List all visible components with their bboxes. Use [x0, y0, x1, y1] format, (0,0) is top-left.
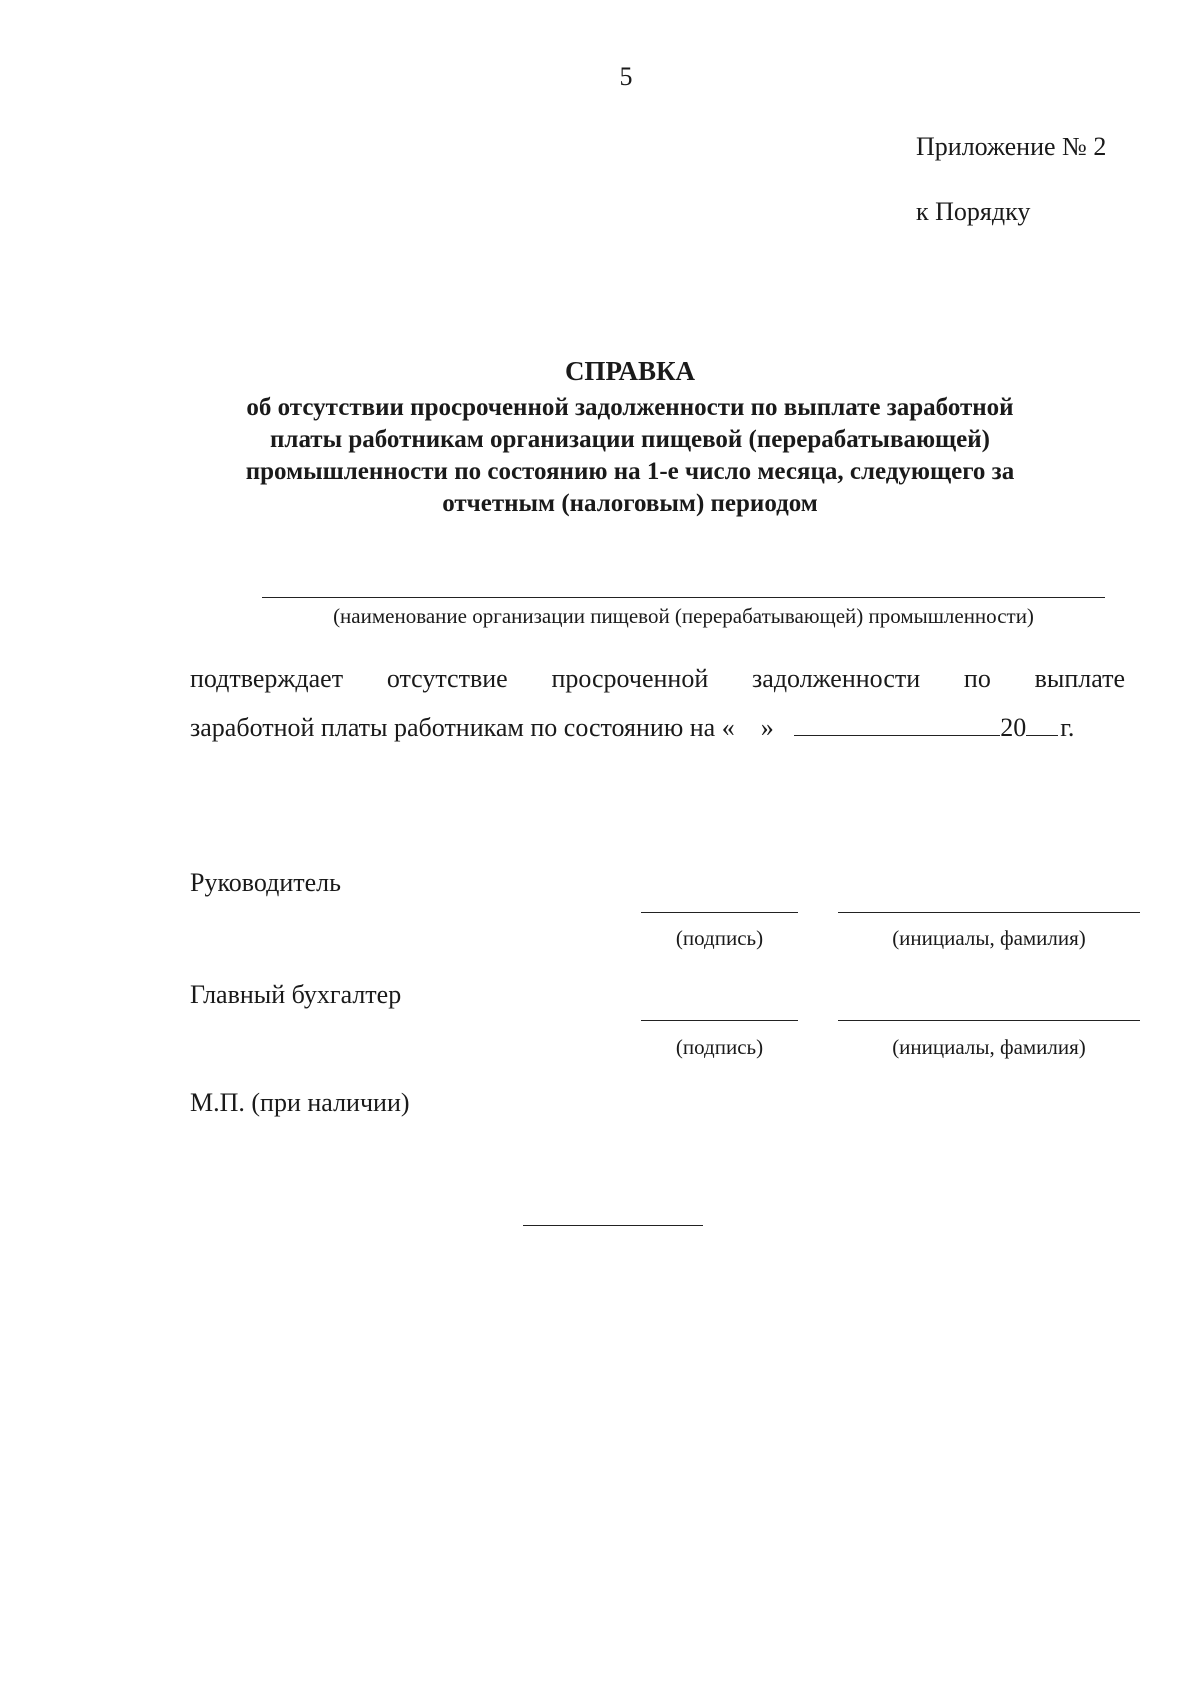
director-label: Руководитель	[190, 868, 341, 897]
body-text: заработной платы работникам по состоянию на «	[190, 713, 735, 742]
document-title: СПРАВКА	[564, 356, 696, 386]
organization-name-caption: (наименование организации пищевой (перерабатывающей) промышленности)	[333, 604, 1034, 628]
organization-name-field[interactable]	[262, 597, 1105, 598]
name-caption: (инициалы, фамилия)	[892, 926, 1086, 950]
body-word: задолженности	[752, 664, 921, 693]
subtitle-line: промышленности по состоянию на 1-е число месяца, следующего за	[245, 458, 1015, 485]
body-word: выплате	[1034, 664, 1125, 693]
end-divider	[523, 1225, 703, 1226]
director-signature-field[interactable]	[641, 912, 798, 913]
quote-close: »	[760, 713, 774, 742]
chief-accountant-label: Главный бухгалтер	[190, 980, 402, 1009]
subtitle-line: платы работникам организации пищевой (перерабатывающей)	[270, 426, 990, 453]
accountant-name-field[interactable]	[838, 1020, 1140, 1021]
appendix-reference: к Порядку	[916, 197, 1031, 226]
subtitle-line: об отсутствии просроченной задолженности по выплате заработной	[246, 394, 1014, 421]
body-word: подтверждает	[190, 664, 344, 693]
stamp-label: М.П. (при наличии)	[190, 1088, 410, 1117]
confirmation-text-line-2	[190, 713, 1074, 743]
year-field[interactable]	[1026, 713, 1058, 736]
year-prefix: 20	[1000, 713, 1027, 742]
document-subtitle	[0, 392, 1200, 520]
confirmation-text-line-1	[190, 664, 1125, 694]
name-caption: (инициалы, фамилия)	[892, 1035, 1086, 1059]
signature-caption: (подпись)	[675, 1035, 764, 1059]
accountant-signature-field[interactable]	[641, 1020, 798, 1021]
body-word: просроченной	[551, 664, 709, 693]
subtitle-line: отчетным (налоговым) периодом	[442, 490, 818, 517]
page-number: 5	[619, 62, 633, 91]
director-name-field[interactable]	[838, 912, 1140, 913]
year-suffix: г.	[1060, 713, 1075, 742]
signature-caption: (подпись)	[675, 926, 764, 950]
appendix-label: Приложение № 2	[916, 132, 1107, 161]
month-field[interactable]	[794, 713, 1000, 736]
body-word: по	[963, 664, 991, 693]
body-word: отсутствие	[386, 664, 508, 693]
